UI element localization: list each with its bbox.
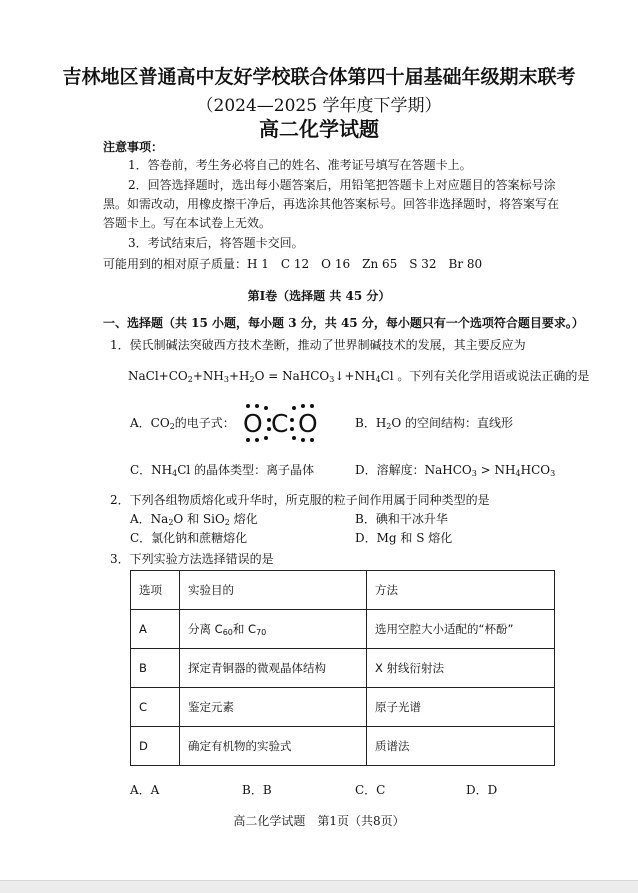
question-2-option-c: C．氯化钠和蔗糖熔化 [130, 531, 248, 545]
table-cell-option: A [131, 610, 180, 649]
bond-pair-dot [264, 406, 268, 410]
exam-title: 高二化学试题 [259, 117, 379, 141]
question-1-option-b: B．$H_2O$ 的空间结构：直线形 [355, 416, 514, 431]
table-header-row [131, 571, 555, 610]
question-2-option-a: A．$Na_2O$ 和 SiO$_2$ 熔化 [130, 512, 258, 527]
lone-pair-dot [301, 438, 305, 442]
atomic-masses: 可能用到的相对原子质量：H 1 C 12 O 16 Zn 65 S 32 Br 80 [103, 257, 483, 271]
notice-item-1: 1．答卷前，考生务必将自己的姓名、准考证号填写在答题卡上。 [128, 158, 472, 172]
shared-pair-dot [267, 427, 271, 431]
question-1-equation: $NaCl+CO_2+NH_3+H_2O$ = $NaHCO_3↓+NH_4Cl$ 。下列有关化学用语或说法正确的是 [128, 369, 590, 384]
question-3-option-d: D．D [466, 783, 498, 797]
notice-item-2: 2．回答选择题时，选出每小题答案后，用铅笔把答题卡上对应题目的答案标号涂 [128, 178, 556, 192]
bond-pair-dot [292, 406, 296, 410]
page-footer: 高二化学试题 第1页（共8页） [233, 814, 405, 828]
lone-pair-dot [246, 404, 250, 408]
table-row [131, 727, 555, 766]
bond-pair-dot [264, 436, 268, 440]
table-cell-method: 选用空腔大小适配的“杯酚” [367, 610, 555, 649]
table-cell-option: D [131, 727, 180, 766]
section-title: 第Ⅰ卷（选择题 共 45 分） [247, 289, 391, 303]
notice-item-2-cont2: 答题卡上。写在本试卷上无效。 [103, 216, 272, 230]
lewis-carbon: C [271, 409, 289, 438]
lone-pair-dot [255, 404, 259, 408]
table-cell-purpose: 探定青铜器的微观晶体结构 [180, 649, 367, 688]
question-1-option-d: D．溶解度：NaHCO$_3$ > $NH_4HCO_3$ [355, 463, 556, 478]
question-1-option-a: A．$CO_2$的电子式： [130, 416, 235, 431]
question-1-stem: 1．侯氏制碱法突破西方技术垄断，推动了世界制碱技术的发展，其主要反应为 [110, 338, 526, 352]
lewis-oxygen-left: O [243, 409, 263, 438]
shared-pair-dot [290, 427, 294, 431]
lone-pair-dot [246, 438, 250, 442]
school-year: （2024—2025 学年度下学期） [196, 96, 442, 116]
table-cell-method: X 射线衍射法 [367, 649, 555, 688]
question-2-stem: 2．下列各组物质熔化或升华时，所克服的粒子间作用属于同种类型的是 [110, 493, 490, 507]
question-2-option-b: B．碘和干冰升华 [355, 512, 448, 526]
question-3-option-b: B．B [242, 783, 272, 797]
lone-pair-dot [255, 438, 259, 442]
lone-pair-dot [301, 404, 305, 408]
table-cell-purpose: 分离 $C_{60}$和 $C_{70}$ [180, 610, 367, 649]
notice-item-3: 3．考试结束后，将答题卡交回。 [128, 236, 304, 250]
lone-pair-dot [310, 438, 314, 442]
table-header-cell: 实验目的 [180, 571, 367, 610]
table-cell-method: 质谱法 [367, 727, 555, 766]
question-2-option-d: D．Mg 和 S 熔化 [355, 531, 453, 545]
exam-series-title: 吉林地区普通高中友好学校联合体第四十届基础年级期末联考 [62, 66, 576, 88]
table-row [131, 610, 555, 649]
table-cell-purpose: 鉴定元素 [180, 688, 367, 727]
table-header-cell: 选项 [131, 571, 180, 610]
page-bottom-edge [0, 880, 638, 893]
question-1-option-c: C．$NH_4Cl$ 的晶体类型：离子晶体 [130, 463, 315, 478]
table-row [131, 688, 555, 727]
experiment-table [130, 570, 555, 766]
notice-heading: 注意事项： [103, 140, 164, 154]
lewis-oxygen-right: O [298, 409, 318, 438]
table-cell-option: C [131, 688, 180, 727]
co2-lewis-structure [243, 404, 317, 442]
notice-item-2-cont: 黑。如需改动，用橡皮擦干净后，再选涂其他答案标号。回答非选择题时，将答案写在 [103, 197, 560, 211]
question-3-option-c: C．C [355, 783, 386, 797]
table-cell-purpose: 确定有机物的实验式 [180, 727, 367, 766]
shared-pair-dot [290, 418, 294, 422]
bond-pair-dot [292, 436, 296, 440]
question-3-stem: 3．下列实验方法选择错误的是 [110, 552, 274, 566]
table-cell-method: 原子光谱 [367, 688, 555, 727]
part-heading: 一、选择题（共 15 小题，每小题 3 分，共 45 分，每小题只有一个选项符合题目要求。） [103, 316, 584, 330]
table-cell-option: B [131, 649, 180, 688]
table-row [131, 649, 555, 688]
lone-pair-dot [310, 404, 314, 408]
table-header-cell: 方法 [367, 571, 555, 610]
question-3-option-a: A．A [130, 783, 160, 797]
shared-pair-dot [267, 418, 271, 422]
